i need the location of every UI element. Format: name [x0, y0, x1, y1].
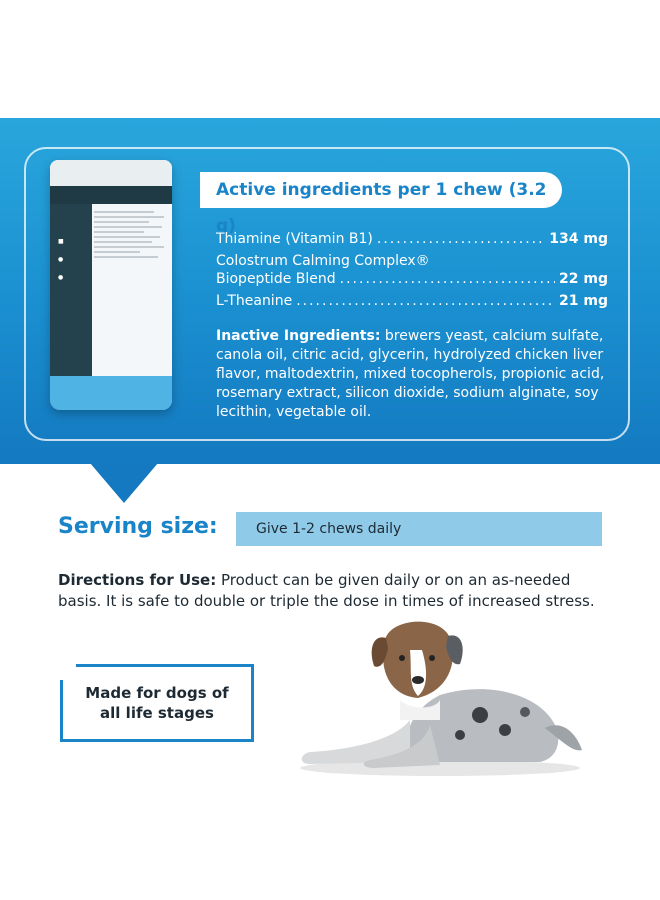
bag-brand-logo: [50, 186, 172, 204]
active-ingredients-title: Active ingredients per 1 chew (3.2 g): [200, 172, 562, 208]
inactive-text: brewers yeast, calcium sulfate, canola oil, citric acid, glycerin, hydrolyzed chicken liver flavor, maltodextrin, mixed tocopherols, propionic acid, rosemary extract, silicon dioxide, sodium alginate, soy lecithin, vegetable oil.: [216, 328, 605, 420]
puppy-image: [290, 600, 590, 780]
ingredient-name: Biopeptide Blend: [216, 271, 336, 287]
band-pointer-arrow: [90, 463, 158, 503]
inactive-ingredients: [216, 327, 616, 422]
serving-size-label: Serving size:: [58, 514, 218, 539]
bag-top-band: [50, 160, 172, 186]
ingredient-name: Thiamine (Vitamin B1): [216, 231, 373, 247]
ingredient-value: 21 mg: [559, 293, 608, 309]
product-bag-image: [50, 160, 172, 410]
ingredient-name-line1: Colostrum Calming Complex®: [216, 253, 430, 269]
dot-leader: [377, 231, 545, 247]
serving-size-value: Give 1-2 chews daily: [236, 512, 602, 546]
badge-line-1: Made for dogs of: [85, 684, 229, 702]
ingredient-name: L-Theanine: [216, 293, 293, 309]
ingredient-value: 134 mg: [549, 231, 608, 247]
ingredient-row: [216, 293, 608, 309]
bag-dog-icon: ■: [58, 238, 64, 245]
directions-text: Product can be given daily or on an as-needed basis. It is safe to double or triple the dose in times of increased stress.: [58, 571, 595, 610]
directions-label: Directions for Use:: [58, 571, 217, 589]
ingredient-row: [216, 231, 608, 247]
bag-body: [50, 204, 172, 410]
dot-leader: [340, 271, 555, 287]
bag-badge-icon-2: ●: [58, 274, 64, 281]
badge-corner-notch: [58, 662, 76, 680]
ingredient-row: [216, 253, 608, 287]
ingredient-value: 22 mg: [559, 271, 608, 287]
life-stages-badge: [60, 664, 254, 742]
badge-line-2: all life stages: [100, 704, 214, 722]
bag-badge-icon: ●: [58, 256, 64, 263]
inactive-label: Inactive Ingredients:: [216, 328, 381, 344]
dot-leader: [296, 293, 555, 309]
bag-facts-panel: [94, 208, 168, 261]
bag-bottom-strip: [50, 376, 172, 410]
